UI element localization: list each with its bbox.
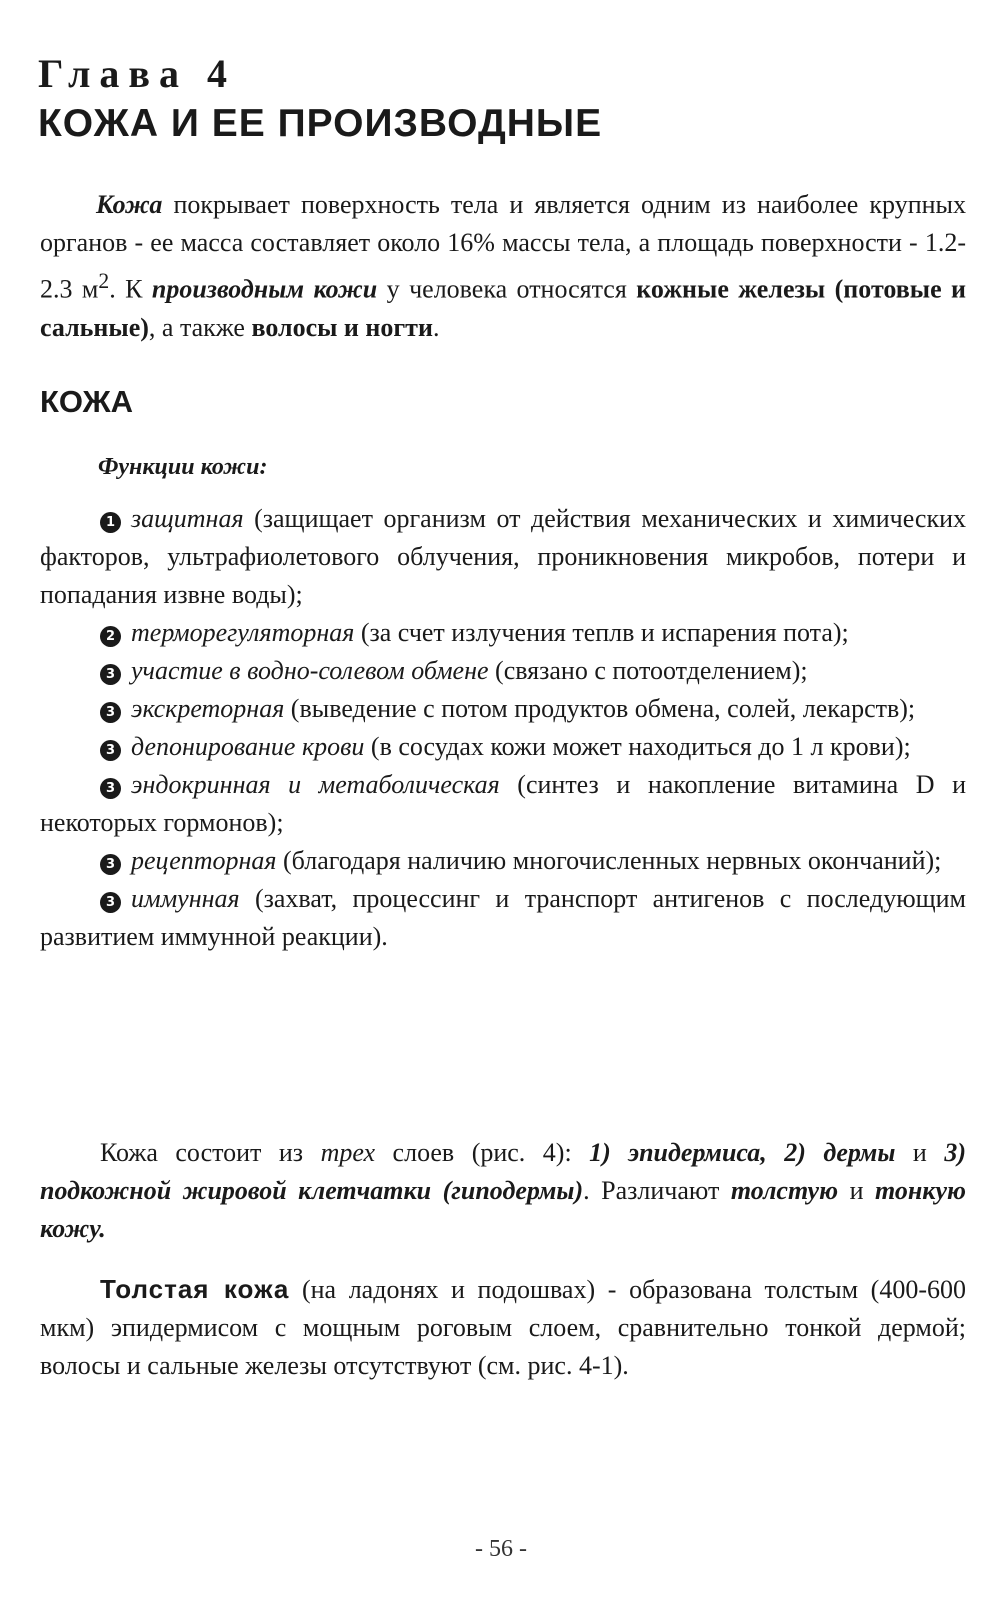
chapter-label: Глава 4 (38, 51, 236, 96)
chapter-title: КОЖА И ЕЕ ПРОИЗВОДНЫЕ (38, 102, 603, 145)
list-item (40, 614, 966, 652)
function-description: (благодаря наличию многочисленных нервных окончаний); (276, 846, 942, 875)
list-item (40, 728, 966, 766)
layers-text: Кожа состоит из (100, 1138, 321, 1167)
function-description: (выведение с потом продуктов обмена, солей, лекарств); (284, 694, 916, 723)
function-description: (в сосудах кожи может находиться до 1 л крови); (364, 732, 911, 761)
term-hypodermis: 3) подкожной жировой клетчатки (гиподермы) (40, 1138, 966, 1205)
thick-skin-paragraph (40, 1270, 966, 1385)
term-hair-nails: волосы и ногти (251, 312, 433, 342)
function-term: депонирование крови (131, 732, 365, 761)
term-epidermis-dermis: 1) эпидермиса, 2) дермы (589, 1138, 896, 1167)
layers-text: . Различают (583, 1176, 731, 1205)
function-term: защитная (131, 504, 244, 533)
function-description: (связано с потоотделением); (488, 656, 808, 685)
number-bullet-icon: 3 (100, 702, 121, 723)
function-term: эндокринная и метаболическая (131, 770, 500, 799)
functions-list (40, 500, 966, 956)
function-term: экскреторная (131, 694, 285, 723)
page-number: - 56 - (475, 1536, 527, 1562)
list-item (40, 766, 966, 842)
intro-text: . (432, 312, 440, 342)
number-bullet-icon: 3 (100, 740, 121, 761)
list-item (40, 842, 966, 880)
intro-paragraph (40, 186, 966, 347)
number-bullet-icon: 1 (100, 512, 121, 533)
function-description: (за счет излучения теплв и испарения пота); (354, 618, 849, 647)
function-term: иммунная (131, 884, 240, 913)
number-bullet-icon: 3 (100, 664, 121, 685)
intro-text: , а также (148, 312, 252, 342)
intro-text: покрывает поверхность тела и является одним из наиболее крупных органов - ее масса составляет около 16% массы тела, а площадь поверхности - 1.2-2.3 м (40, 190, 966, 304)
list-item (40, 880, 966, 956)
term-skin: Кожа (96, 190, 163, 219)
function-term: рецепторная (131, 846, 277, 875)
layers-paragraph (40, 1134, 966, 1248)
function-term: участие в водно-солевом обмене (131, 656, 489, 685)
intro-text: . К (109, 274, 152, 304)
list-item (40, 500, 966, 614)
term-glands: кожные железы (потовые и сальные) (40, 274, 967, 342)
function-description: (защищает организм от действия механических и химических факторов, ультрафиолетового облучения, проникновения микробов, потери и попадания извне воды); (40, 504, 966, 609)
term-three: трех (320, 1138, 376, 1167)
list-item (40, 690, 966, 728)
function-description: (синтез и накопление витамина D и некоторых гормонов); (40, 770, 967, 837)
thick-skin-text: (на ладонях и подошвах) - образована толстым (400-600 мкм) эпидермисом с мощным роговым слоем, сравнительно тонкой дермой; волосы и сальные железы отсутствуют (см. рис. 4-1). (40, 1275, 966, 1380)
layers-text: и (895, 1138, 945, 1167)
number-bullet-icon: 3 (100, 854, 121, 875)
number-bullet-icon: 2 (100, 626, 121, 647)
area-exponent: 2 (98, 269, 110, 293)
number-bullet-icon: 3 (100, 778, 121, 799)
layers-text: и (838, 1176, 875, 1205)
layers-text: слоев (рис. 4): (375, 1138, 590, 1167)
term-thick: толстую (730, 1176, 839, 1205)
term-thick-skin: Толстая кожа (100, 1274, 290, 1304)
section-heading: КОЖА (40, 384, 134, 419)
function-term: терморегуляторная (131, 618, 355, 647)
number-bullet-icon: 3 (100, 892, 121, 913)
list-item (40, 652, 966, 690)
functions-heading: Функции кожи: (98, 454, 268, 480)
term-derivatives: производным кожи (151, 274, 378, 304)
intro-text: у человека относятся (377, 274, 637, 304)
function-description: (захват, процессинг и транспорт антигенов с последующим развитием иммунной реакции). (40, 884, 966, 951)
term-thin-skin: тонкую кожу. (40, 1176, 966, 1243)
